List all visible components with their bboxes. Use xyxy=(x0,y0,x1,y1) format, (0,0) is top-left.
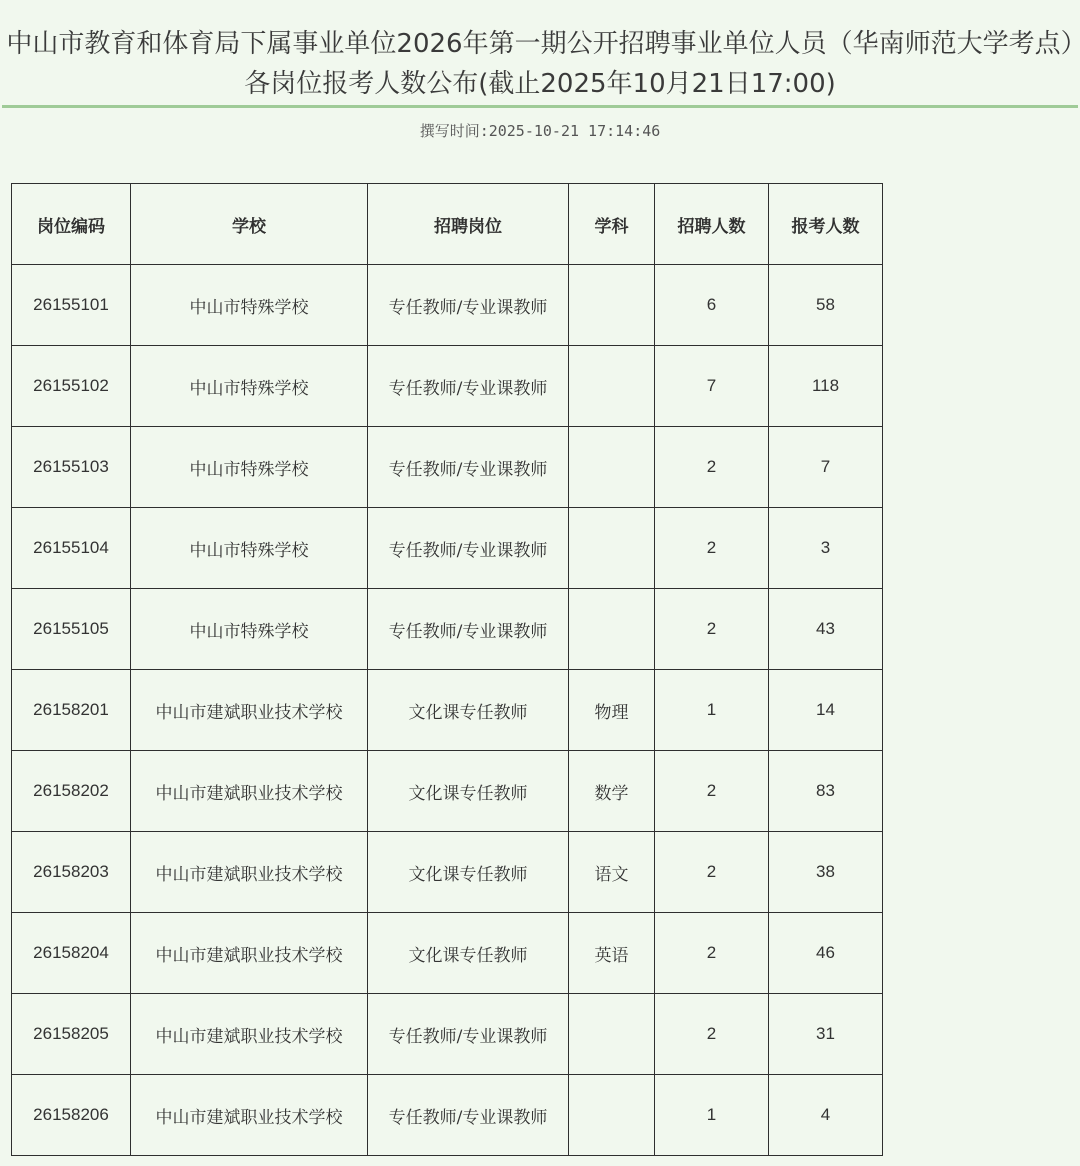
cell-school: 中山市特殊学校 xyxy=(131,265,368,346)
cell-hires: 2 xyxy=(655,913,769,994)
table-row xyxy=(12,508,883,589)
title-block xyxy=(0,24,1080,104)
cell-subject xyxy=(569,589,655,670)
cell-position: 文化课专任教师 xyxy=(368,913,569,994)
cell-hires: 2 xyxy=(655,832,769,913)
table-row xyxy=(12,346,883,427)
cell-subject xyxy=(569,265,655,346)
cell-school: 中山市建斌职业技术学校 xyxy=(131,670,368,751)
applicants-table xyxy=(11,183,883,1156)
cell-subject: 数学 xyxy=(569,751,655,832)
cell-school: 中山市建斌职业技术学校 xyxy=(131,913,368,994)
cell-position: 文化课专任教师 xyxy=(368,832,569,913)
cell-applicants: 7 xyxy=(769,427,883,508)
cell-school: 中山市特殊学校 xyxy=(131,427,368,508)
cell-hires: 2 xyxy=(655,427,769,508)
header-subject: 学科 xyxy=(569,184,655,265)
cell-applicants: 58 xyxy=(769,265,883,346)
cell-position: 专任教师/专业课教师 xyxy=(368,346,569,427)
table-row xyxy=(12,670,883,751)
cell-subject xyxy=(569,427,655,508)
cell-code: 26158206 xyxy=(12,1075,131,1156)
cell-code: 26155104 xyxy=(12,508,131,589)
cell-applicants: 4 xyxy=(769,1075,883,1156)
cell-school: 中山市建斌职业技术学校 xyxy=(131,994,368,1075)
cell-subject xyxy=(569,346,655,427)
cell-position: 专任教师/专业课教师 xyxy=(368,994,569,1075)
title-divider xyxy=(2,105,1078,108)
cell-code: 26158203 xyxy=(12,832,131,913)
table-row xyxy=(12,589,883,670)
cell-subject xyxy=(569,508,655,589)
cell-applicants: 31 xyxy=(769,994,883,1075)
cell-subject: 语文 xyxy=(569,832,655,913)
cell-code: 26155103 xyxy=(12,427,131,508)
cell-hires: 2 xyxy=(655,508,769,589)
table-row xyxy=(12,265,883,346)
cell-code: 26158204 xyxy=(12,913,131,994)
table-row xyxy=(12,832,883,913)
table-row xyxy=(12,751,883,832)
cell-position: 文化课专任教师 xyxy=(368,670,569,751)
cell-hires: 1 xyxy=(655,670,769,751)
cell-hires: 2 xyxy=(655,589,769,670)
cell-position: 专任教师/专业课教师 xyxy=(368,1075,569,1156)
header-position: 招聘岗位 xyxy=(368,184,569,265)
cell-subject: 物理 xyxy=(569,670,655,751)
cell-school: 中山市建斌职业技术学校 xyxy=(131,832,368,913)
cell-subject: 英语 xyxy=(569,913,655,994)
cell-school: 中山市建斌职业技术学校 xyxy=(131,751,368,832)
written-time: 撰写时间:2025-10-21 17:14:46 xyxy=(419,122,661,140)
cell-subject xyxy=(569,994,655,1075)
cell-code: 26155101 xyxy=(12,265,131,346)
cell-hires: 7 xyxy=(655,346,769,427)
table-header-row xyxy=(12,184,883,265)
cell-school: 中山市特殊学校 xyxy=(131,346,368,427)
cell-applicants: 38 xyxy=(769,832,883,913)
table-row xyxy=(12,913,883,994)
cell-code: 26155102 xyxy=(12,346,131,427)
cell-position: 专任教师/专业课教师 xyxy=(368,265,569,346)
cell-position: 文化课专任教师 xyxy=(368,751,569,832)
cell-applicants: 43 xyxy=(769,589,883,670)
table-row xyxy=(12,1075,883,1156)
page-title: 中山市教育和体育局下属事业单位2026年第一期公开招聘事业单位人员（华南师范大学考点）各岗位报考人数公布(截止2025年10月21日17:00) xyxy=(6,29,1074,99)
header-code: 岗位编码 xyxy=(12,184,131,265)
cell-position: 专任教师/专业课教师 xyxy=(368,508,569,589)
cell-code: 26158201 xyxy=(12,670,131,751)
cell-code: 26155105 xyxy=(12,589,131,670)
table-row xyxy=(12,427,883,508)
cell-school: 中山市建斌职业技术学校 xyxy=(131,1075,368,1156)
cell-code: 26158202 xyxy=(12,751,131,832)
cell-position: 专任教师/专业课教师 xyxy=(368,427,569,508)
header-school: 学校 xyxy=(131,184,368,265)
cell-subject xyxy=(569,1075,655,1156)
cell-applicants: 14 xyxy=(769,670,883,751)
cell-applicants: 83 xyxy=(769,751,883,832)
cell-code: 26158205 xyxy=(12,994,131,1075)
cell-school: 中山市特殊学校 xyxy=(131,589,368,670)
cell-hires: 2 xyxy=(655,751,769,832)
cell-hires: 6 xyxy=(655,265,769,346)
cell-hires: 1 xyxy=(655,1075,769,1156)
cell-applicants: 46 xyxy=(769,913,883,994)
cell-applicants: 118 xyxy=(769,346,883,427)
table-row xyxy=(12,994,883,1075)
cell-position: 专任教师/专业课教师 xyxy=(368,589,569,670)
header-applicants: 报考人数 xyxy=(769,184,883,265)
cell-hires: 2 xyxy=(655,994,769,1075)
header-hires: 招聘人数 xyxy=(655,184,769,265)
cell-school: 中山市特殊学校 xyxy=(131,508,368,589)
cell-applicants: 3 xyxy=(769,508,883,589)
